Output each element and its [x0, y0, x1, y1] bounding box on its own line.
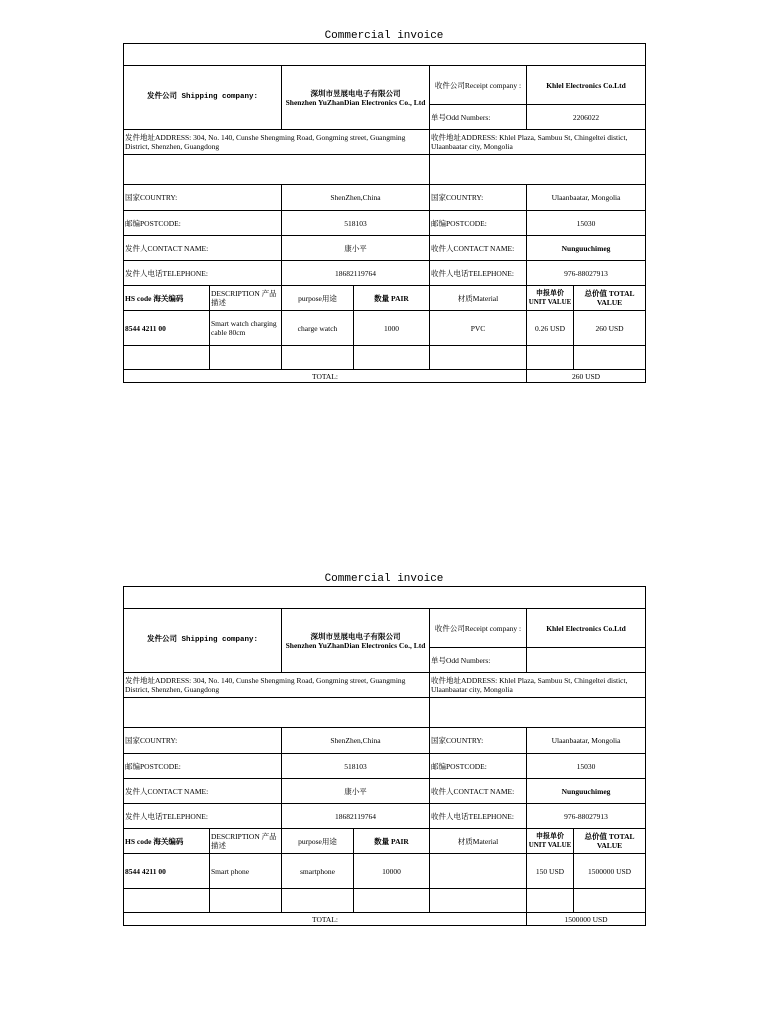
header-unit-value: 申报单价 UNIT VALUE: [527, 829, 574, 854]
odd-numbers-value: [527, 648, 646, 673]
receipt-company-label: 收件公司Receipt company :: [430, 609, 527, 648]
header-quantity: 数量 PAIR: [354, 286, 430, 311]
receiver-address: 收件地址ADDRESS: Khlel Plaza, Sambuu St, Chingeltei distict, Ulaanbaatar city, Mongolia: [430, 130, 646, 155]
sender-contact: 康小平: [282, 779, 430, 804]
sender-country-label: 国家COUNTRY:: [124, 728, 282, 754]
receiver-contact: Nunguuchimeg: [527, 236, 646, 261]
odd-numbers-value: 2206022: [527, 105, 646, 130]
receiver-phone: 976-88027913: [527, 261, 646, 286]
sender-address: 发件地址ADDRESS: 304, No. 140, Cunshe Shengming Road, Gongming street, Guangming District, Shenzhen, Guangdong: [124, 673, 430, 698]
item-total-value: 260 USD: [574, 311, 646, 346]
header-hs-code: HS code 海关编码: [124, 829, 210, 854]
invoice-table: [123, 43, 646, 383]
blank-cell: [124, 889, 210, 913]
shipper-name: 深圳市昱展电电子有限公司 Shenzhen YuZhanDian Electronics Co., Ltd: [282, 609, 430, 673]
header-hs-code: HS code 海关编码: [124, 286, 210, 311]
item-quantity: 10000: [354, 854, 430, 889]
receiver-phone-label: 收件人电话TELEPHONE:: [430, 261, 527, 286]
blank-row: [124, 587, 646, 609]
receiver-country-label: 国家COUNTRY:: [430, 728, 527, 754]
total-value: 260 USD: [527, 370, 646, 383]
receiver-contact-label: 收件人CONTACT NAME:: [430, 236, 527, 261]
odd-numbers-label: 单号Odd Numbers:: [430, 648, 527, 673]
item-unit-value: 150 USD: [527, 854, 574, 889]
sender-country-label: 国家COUNTRY:: [124, 185, 282, 211]
header-description: DESCRIPTION 产品描述: [210, 286, 282, 311]
item-quantity: 1000: [354, 311, 430, 346]
blank-cell: [124, 155, 430, 185]
blank-cell: [282, 889, 354, 913]
blank-cell: [354, 889, 430, 913]
sender-address: 发件地址ADDRESS: 304, No. 140, Cunshe Shengming Road, Gongming street, Guangming District, Shenzhen, Guangdong: [124, 130, 430, 155]
receiver-address: 收件地址ADDRESS: Khlel Plaza, Sambuu St, Chingeltei distict, Ulaanbaatar city, Mongolia: [430, 673, 646, 698]
header-description: DESCRIPTION 产品描述: [210, 829, 282, 854]
blank-cell: [354, 346, 430, 370]
invoice-title: Commercial invoice: [324, 30, 444, 42]
sender-postcode: 518103: [282, 211, 430, 236]
receipt-company-name: Khlel Electronics Co.Ltd: [527, 609, 646, 648]
total-label: TOTAL:: [124, 913, 527, 926]
blank-cell: [430, 698, 646, 728]
header-unit-value: 申报单价 UNIT VALUE: [527, 286, 574, 311]
blank-cell: [430, 889, 527, 913]
receiver-contact-label: 收件人CONTACT NAME:: [430, 779, 527, 804]
sender-contact: 康小平: [282, 236, 430, 261]
item-description: Smart watch charging cable 80cm: [210, 311, 282, 346]
shipping-company-label: 发件公司 Shipping company:: [124, 609, 282, 673]
sender-postcode-label: 邮编POSTCODE:: [124, 754, 282, 779]
item-material: [430, 854, 527, 889]
header-material: 材质Material: [430, 286, 527, 311]
receiver-postcode: 15030: [527, 211, 646, 236]
invoice-table: [123, 586, 646, 926]
sender-country: ShenZhen,China: [282, 185, 430, 211]
item-hs-code: 8544 4211 00: [124, 854, 210, 889]
sender-postcode-label: 邮编POSTCODE:: [124, 211, 282, 236]
sender-phone: 18682119764: [282, 804, 430, 829]
header-purpose: purpose用途: [282, 286, 354, 311]
blank-cell: [527, 346, 574, 370]
header-total-value: 总价值 TOTAL VALUE: [574, 286, 646, 311]
sender-phone-label: 发件人电话TELEPHONE:: [124, 804, 282, 829]
receiver-postcode-label: 邮编POSTCODE:: [430, 211, 527, 236]
receipt-company-label: 收件公司Receipt company :: [430, 66, 527, 105]
odd-numbers-label: 单号Odd Numbers:: [430, 105, 527, 130]
shipping-company-label: 发件公司 Shipping company:: [124, 66, 282, 130]
blank-cell: [124, 346, 210, 370]
sender-postcode: 518103: [282, 754, 430, 779]
shipper-name: 深圳市昱展电电子有限公司 Shenzhen YuZhanDian Electronics Co., Ltd: [282, 66, 430, 130]
sender-country: ShenZhen,China: [282, 728, 430, 754]
sender-contact-label: 发件人CONTACT NAME:: [124, 236, 282, 261]
receiver-postcode-label: 邮编POSTCODE:: [430, 754, 527, 779]
invoice-title: Commercial invoice: [324, 573, 444, 585]
blank-cell: [430, 346, 527, 370]
receiver-country-label: 国家COUNTRY:: [430, 185, 527, 211]
blank-cell: [210, 346, 282, 370]
receipt-company-name: Khlel Electronics Co.Ltd: [527, 66, 646, 105]
blank-cell: [430, 155, 646, 185]
blank-cell: [527, 889, 574, 913]
blank-cell: [574, 346, 646, 370]
blank-cell: [282, 346, 354, 370]
receiver-postcode: 15030: [527, 754, 646, 779]
receiver-phone: 976-88027913: [527, 804, 646, 829]
blank-cell: [124, 698, 430, 728]
item-material: PVC: [430, 311, 527, 346]
total-value: 1500000 USD: [527, 913, 646, 926]
header-material: 材质Material: [430, 829, 527, 854]
item-total-value: 1500000 USD: [574, 854, 646, 889]
receiver-contact: Nunguuchimeg: [527, 779, 646, 804]
sender-phone: 18682119764: [282, 261, 430, 286]
item-description: Smart phone: [210, 854, 282, 889]
total-label: TOTAL:: [124, 370, 527, 383]
item-purpose: charge watch: [282, 311, 354, 346]
sender-contact-label: 发件人CONTACT NAME:: [124, 779, 282, 804]
item-hs-code: 8544 4211 00: [124, 311, 210, 346]
item-purpose: smartphone: [282, 854, 354, 889]
header-purpose: purpose用途: [282, 829, 354, 854]
header-total-value: 总价值 TOTAL VALUE: [574, 829, 646, 854]
receiver-country: Ulaanbaatar, Mongolia: [527, 185, 646, 211]
header-quantity: 数量 PAIR: [354, 829, 430, 854]
receiver-country: Ulaanbaatar, Mongolia: [527, 728, 646, 754]
blank-row: [124, 44, 646, 66]
blank-cell: [210, 889, 282, 913]
sender-phone-label: 发件人电话TELEPHONE:: [124, 261, 282, 286]
item-unit-value: 0.26 USD: [527, 311, 574, 346]
blank-cell: [574, 889, 646, 913]
receiver-phone-label: 收件人电话TELEPHONE:: [430, 804, 527, 829]
